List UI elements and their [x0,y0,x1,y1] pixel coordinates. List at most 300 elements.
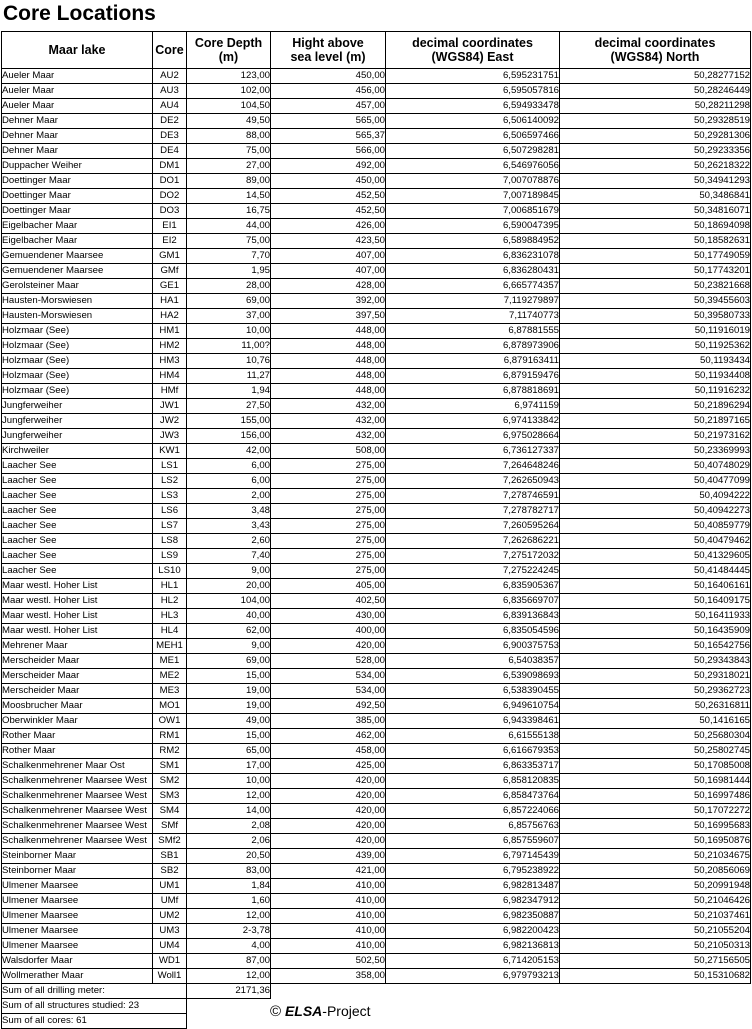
height-above-sea: 426,00 [271,219,386,234]
table-row [2,654,751,669]
height-above-sea: 397,50 [271,309,386,324]
table-row [2,354,751,369]
brand-name: ELSA [284,1003,323,1019]
lake-name: Ulmener Maarsee [2,939,153,954]
lake-name: Holzmaar (See) [2,369,153,384]
table-row [2,969,751,984]
lake-name: Holzmaar (See) [2,354,153,369]
page-title: Core Locations [3,2,156,25]
height-above-sea: 420,00 [271,774,386,789]
core-depth: 69,00 [187,654,271,669]
coord-north: 50,34816071 [560,204,751,219]
table-row [2,414,751,429]
coord-north: 50,40479462 [560,534,751,549]
lake-name: Merscheider Maar [2,654,153,669]
coord-east: 6,879163411 [386,354,560,369]
table-row [2,204,751,219]
height-above-sea: 275,00 [271,564,386,579]
height-above-sea: 407,00 [271,249,386,264]
lake-name: Ulmener Maarsee [2,879,153,894]
core-id: HA2 [153,309,187,324]
core-depth: 42,00 [187,444,271,459]
core-depth: 75,00 [187,234,271,249]
coord-north: 50,29343843 [560,654,751,669]
core-depth: 104,00 [187,594,271,609]
height-above-sea: 458,00 [271,744,386,759]
coord-east: 6,665774357 [386,279,560,294]
lake-name: Aueler Maar [2,84,153,99]
height-above-sea: 410,00 [271,894,386,909]
header-lake: Maar lake [2,32,153,69]
core-depth: 7,70 [187,249,271,264]
core-id: DM1 [153,159,187,174]
height-above-sea: 392,00 [271,294,386,309]
brand-suffix: -Project [322,1003,371,1019]
coord-north: 50,21973162 [560,429,751,444]
table-row [2,294,751,309]
summary-drilling-value: 2171,36 [187,984,271,999]
lake-name: Laacher See [2,474,153,489]
height-above-sea: 423,50 [271,234,386,249]
height-above-sea: 420,00 [271,834,386,849]
core-depth: 10,00 [187,324,271,339]
table-row [2,84,751,99]
height-above-sea: 565,00 [271,114,386,129]
summary-cores-label: Sum of all cores: 61 [2,1014,187,1029]
coord-east: 7,262686221 [386,534,560,549]
coord-north: 50,29318021 [560,669,751,684]
core-id: UM4 [153,939,187,954]
coord-east: 7,262650943 [386,474,560,489]
core-id: HM4 [153,369,187,384]
coord-north: 50,16435909 [560,624,751,639]
table-row [2,954,751,969]
table-row [2,534,751,549]
coord-east: 6,982347912 [386,894,560,909]
coord-north: 50,20991948 [560,879,751,894]
coord-east: 6,85756763 [386,819,560,834]
coord-east: 6,836280431 [386,264,560,279]
header-depth: Core Depth (m) [187,32,271,69]
lake-name: Gemuendener Maarsee [2,249,153,264]
height-above-sea: 432,00 [271,429,386,444]
coord-north: 50,29362723 [560,684,751,699]
coord-north: 50,39580733 [560,309,751,324]
table-row [2,759,751,774]
table-row [2,804,751,819]
core-depth: 65,00 [187,744,271,759]
lake-name: Maar westl. Hoher List [2,594,153,609]
height-above-sea: 448,00 [271,354,386,369]
coord-north: 50,29281306 [560,129,751,144]
table-row [2,459,751,474]
coord-north: 50,21897165 [560,414,751,429]
coord-east: 6,797145439 [386,849,560,864]
core-id: LS9 [153,549,187,564]
table-row [2,99,751,114]
coord-east: 6,589884952 [386,234,560,249]
coord-north: 50,11934408 [560,369,751,384]
core-id: UM3 [153,924,187,939]
core-depth: 156,00 [187,429,271,444]
coord-north: 50,4094222 [560,489,751,504]
table-row [2,129,751,144]
height-above-sea: 275,00 [271,504,386,519]
core-id: GM1 [153,249,187,264]
core-id: DO1 [153,174,187,189]
height-above-sea: 566,00 [271,144,386,159]
core-depth: 3,48 [187,504,271,519]
core-id: SB1 [153,849,187,864]
coord-east: 6,54038357 [386,654,560,669]
lake-name: Holzmaar (See) [2,324,153,339]
core-locations-table [1,31,751,1029]
table-row [2,729,751,744]
coord-north: 50,11916232 [560,384,751,399]
table-row [2,774,751,789]
height-above-sea: 410,00 [271,909,386,924]
coord-east: 6,979793213 [386,969,560,984]
lake-name: Laacher See [2,534,153,549]
coord-north: 50,28211298 [560,99,751,114]
coord-east: 6,835905367 [386,579,560,594]
core-id: HL1 [153,579,187,594]
core-id: DE4 [153,144,187,159]
lake-name: Duppacher Weiher [2,159,153,174]
table-row [2,564,751,579]
coord-east: 6,538390455 [386,684,560,699]
table-row [2,429,751,444]
coord-north: 50,3486841 [560,189,751,204]
coord-east: 6,835669707 [386,594,560,609]
coord-east: 6,506140092 [386,114,560,129]
coord-north: 50,27156505 [560,954,751,969]
core-id: LS10 [153,564,187,579]
table-row [2,879,751,894]
height-above-sea: 275,00 [271,549,386,564]
core-id: AU4 [153,99,187,114]
table-row [2,234,751,249]
core-depth: 14,50 [187,189,271,204]
table-row [2,249,751,264]
header-north: decimal coordinates (WGS84) North [560,32,751,69]
height-above-sea: 492,00 [271,159,386,174]
lake-name: Gemuendener Maarsee [2,264,153,279]
core-id: SM3 [153,789,187,804]
coord-east: 6,836231078 [386,249,560,264]
core-depth: 16,75 [187,204,271,219]
core-depth: 12,00 [187,789,271,804]
lake-name: Mehrener Maar [2,639,153,654]
coord-east: 7,275172032 [386,549,560,564]
height-above-sea: 448,00 [271,369,386,384]
table-row [2,519,751,534]
header-row [2,32,751,69]
coord-east: 6,61555138 [386,729,560,744]
lake-name: Aueler Maar [2,99,153,114]
height-above-sea: 410,00 [271,879,386,894]
height-above-sea: 448,00 [271,339,386,354]
coord-east: 7,275224245 [386,564,560,579]
coord-east: 6,539098693 [386,669,560,684]
core-id: KW1 [153,444,187,459]
height-above-sea: 492,50 [271,699,386,714]
core-id: ME1 [153,654,187,669]
coord-east: 6,878818691 [386,384,560,399]
coord-north: 50,21034675 [560,849,751,864]
core-depth: 102,00 [187,84,271,99]
core-depth: 155,00 [187,414,271,429]
lake-name: Schalkenmehrener Maarsee West [2,789,153,804]
footer-credit [270,1002,371,1021]
height-above-sea: 432,00 [271,399,386,414]
coord-north: 50,23821668 [560,279,751,294]
coord-east: 6,546976056 [386,159,560,174]
table-row [2,594,751,609]
lake-name: Schalkenmehrener Maarsee West [2,774,153,789]
coord-east: 6,9741159 [386,399,560,414]
coord-north: 50,15310682 [560,969,751,984]
lake-name: Merscheider Maar [2,684,153,699]
coord-east: 6,974133842 [386,414,560,429]
summary-drilling-row [2,984,751,999]
core-id: RM1 [153,729,187,744]
coord-east: 6,879159476 [386,369,560,384]
lake-name: Aueler Maar [2,69,153,84]
coord-north: 50,21050313 [560,939,751,954]
coord-east: 6,595231751 [386,69,560,84]
coord-north: 50,16997486 [560,789,751,804]
core-depth: 1,60 [187,894,271,909]
coord-north: 50,11925362 [560,339,751,354]
lake-name: Holzmaar (See) [2,339,153,354]
coord-east: 6,87881555 [386,324,560,339]
lake-name: Eigelbacher Maar [2,234,153,249]
coord-north: 50,29328519 [560,114,751,129]
table-row [2,264,751,279]
core-id: UM1 [153,879,187,894]
lake-name: Dehner Maar [2,144,153,159]
core-depth: 49,00 [187,714,271,729]
coord-north: 50,16542756 [560,639,751,654]
table-row [2,909,751,924]
lake-name: Maar westl. Hoher List [2,579,153,594]
lake-name: Merscheider Maar [2,669,153,684]
height-above-sea: 534,00 [271,684,386,699]
lake-name: Laacher See [2,489,153,504]
height-above-sea: 275,00 [271,519,386,534]
lake-name: Gerolsteiner Maar [2,279,153,294]
height-above-sea: 462,00 [271,729,386,744]
coord-east: 6,900375753 [386,639,560,654]
coord-north: 50,40477099 [560,474,751,489]
core-depth: 27,50 [187,399,271,414]
coord-east: 6,507298281 [386,144,560,159]
core-id: HM2 [153,339,187,354]
coord-east: 6,982136813 [386,939,560,954]
copyright-symbol: © [270,1003,282,1020]
core-id: DE2 [153,114,187,129]
lake-name: Schalkenmehrener Maarsee West [2,819,153,834]
core-id: RM2 [153,744,187,759]
core-depth: 15,00 [187,669,271,684]
lake-name: Rother Maar [2,729,153,744]
table-row [2,669,751,684]
coord-north: 50,17085008 [560,759,751,774]
lake-name: Jungferweiher [2,429,153,444]
table-row [2,699,751,714]
core-depth: 37,00 [187,309,271,324]
core-id: LS3 [153,489,187,504]
coord-east: 6,982813487 [386,879,560,894]
table-row [2,639,751,654]
core-depth: 1,95 [187,264,271,279]
core-id: LS1 [153,459,187,474]
coord-north: 50,40859779 [560,519,751,534]
coord-north: 50,40942273 [560,504,751,519]
coord-east: 6,595057816 [386,84,560,99]
coord-north: 50,25680304 [560,729,751,744]
coord-east: 6,506597466 [386,129,560,144]
table-row [2,834,751,849]
coord-north: 50,41329605 [560,549,751,564]
coord-north: 50,26218322 [560,159,751,174]
height-above-sea: 421,00 [271,864,386,879]
lake-name: Schalkenmehrener Maarsee West [2,804,153,819]
lake-name: Steinborner Maar [2,864,153,879]
coord-north: 50,11916019 [560,324,751,339]
core-depth: 6,00 [187,459,271,474]
core-depth: 62,00 [187,624,271,639]
coord-east: 7,278782717 [386,504,560,519]
summary-drilling-label: Sum of all drilling meter: [2,984,187,999]
coord-east: 7,260595264 [386,519,560,534]
coord-east: 6,594933478 [386,99,560,114]
summary-cores-row [2,1014,751,1029]
coord-north: 50,29233356 [560,144,751,159]
coord-north: 50,23369993 [560,444,751,459]
lake-name: Laacher See [2,564,153,579]
coord-north: 50,1193434 [560,354,751,369]
coord-east: 7,007189845 [386,189,560,204]
core-id: GMf [153,264,187,279]
coord-east: 6,736127337 [386,444,560,459]
core-id: EI1 [153,219,187,234]
core-id: HM3 [153,354,187,369]
core-id: UMf [153,894,187,909]
coord-north: 50,25802745 [560,744,751,759]
height-above-sea: 508,00 [271,444,386,459]
core-id: LS7 [153,519,187,534]
core-id: LS2 [153,474,187,489]
table-row [2,684,751,699]
table-row [2,624,751,639]
core-id: HMf [153,384,187,399]
table-row [2,339,751,354]
summary-structures-row [2,999,751,1014]
lake-name: Dehner Maar [2,129,153,144]
core-depth: 10,76 [187,354,271,369]
core-id: SM1 [153,759,187,774]
core-depth: 20,00 [187,579,271,594]
table-row [2,444,751,459]
coord-east: 7,278746591 [386,489,560,504]
core-id: HM1 [153,324,187,339]
lake-name: Ulmener Maarsee [2,924,153,939]
coord-east: 6,949610754 [386,699,560,714]
coord-north: 50,16406161 [560,579,751,594]
core-depth: 123,00 [187,69,271,84]
coord-north: 50,16995683 [560,819,751,834]
core-id: MEH1 [153,639,187,654]
coord-north: 50,17072272 [560,804,751,819]
core-depth: 3,43 [187,519,271,534]
coord-east: 6,863353717 [386,759,560,774]
height-above-sea: 452,50 [271,189,386,204]
core-depth: 40,00 [187,609,271,624]
core-depth: 69,00 [187,294,271,309]
core-id: LS8 [153,534,187,549]
core-depth: 4,00 [187,939,271,954]
lake-name: Laacher See [2,519,153,534]
core-id: SMf [153,819,187,834]
lake-name: Rother Maar [2,744,153,759]
lake-name: Schalkenmehrener Maarsee West [2,834,153,849]
coord-east: 7,119279897 [386,294,560,309]
lake-name: Doettinger Maar [2,204,153,219]
table-row [2,384,751,399]
coord-north: 50,41484445 [560,564,751,579]
core-id: JW1 [153,399,187,414]
height-above-sea: 385,00 [271,714,386,729]
table-row [2,399,751,414]
core-id: HL2 [153,594,187,609]
table-row [2,714,751,729]
core-depth: 88,00 [187,129,271,144]
core-depth: 15,00 [187,729,271,744]
core-id: ME3 [153,684,187,699]
coord-east: 7,264648246 [386,459,560,474]
height-above-sea: 456,00 [271,84,386,99]
height-above-sea: 358,00 [271,969,386,984]
coord-east: 7,006851679 [386,204,560,219]
height-above-sea: 405,00 [271,579,386,594]
coord-north: 50,17743201 [560,264,751,279]
coord-east: 6,982200423 [386,924,560,939]
lake-name: Moosbrucher Maar [2,699,153,714]
table-row [2,924,751,939]
coord-east: 6,839136843 [386,609,560,624]
header-height: Hight above sea level (m) [271,32,386,69]
core-id: DO3 [153,204,187,219]
coord-north: 50,40748029 [560,459,751,474]
coord-north: 50,21046426 [560,894,751,909]
coord-east: 6,943398461 [386,714,560,729]
lake-name: Doettinger Maar [2,174,153,189]
height-above-sea: 407,00 [271,264,386,279]
table-row [2,789,751,804]
coord-east: 6,878973906 [386,339,560,354]
core-id: AU3 [153,84,187,99]
table-row [2,609,751,624]
core-id: GE1 [153,279,187,294]
table-row [2,549,751,564]
coord-north: 50,16409175 [560,594,751,609]
core-depth: 1,94 [187,384,271,399]
height-above-sea: 448,00 [271,384,386,399]
core-depth: 75,00 [187,144,271,159]
coord-east: 6,590047395 [386,219,560,234]
